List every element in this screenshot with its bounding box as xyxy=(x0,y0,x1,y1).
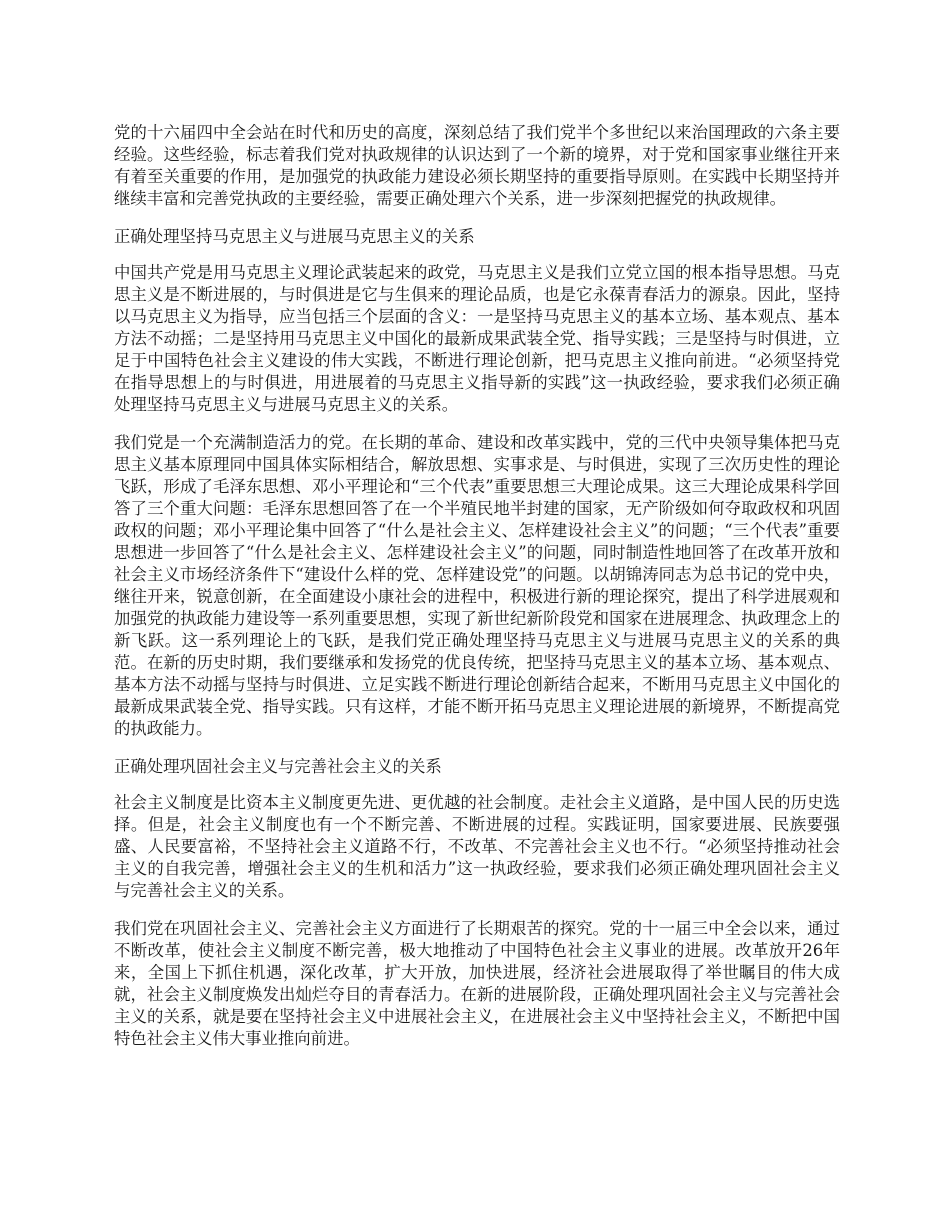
intro-paragraph: 党的十六届四中全会站在时代和历史的高度，深刻总结了我们党半个多世纪以来治国理政的六条主要经验。这些经验，标志着我们党对执政规律的认识达到了一个新的境界，对于党和国家事业继往开来有着至关重要的作用，是加强党的执政能力建设必须长期坚持的重要指导原则。在实践中长期坚持并继续丰富和完善党执政的主要经验，需要正确处理六个关系，进一步深刻把握党的执政规律。 xyxy=(114,123,840,208)
body-paragraph: 我们党在巩固社会主义、完善社会主义方面进行了长期艰苦的探究。党的十一届三中全会以来，通过不断改革，使社会主义制度不断完善，极大地推动了中国特色社会主义事业的进展。改革放开26年来，全国上下抓住机遇，深化改革，扩大开放，加快进展，经济社会进展取得了举世瞩目的伟大成就，社会主义制度焕发出灿烂夺目的青春活力。在新的进展阶段，正确处理巩固社会主义与完善社会主义的关系，就是要在坚持社会主义中进展社会主义，在进展社会主义中坚持社会主义，不断把中国特色社会主义伟大事业推向前进。 xyxy=(114,919,840,1048)
body-paragraph: 中国共产党是用马克思主义理论武装起来的政党，马克思主义是我们立党立国的根本指导思想。马克思主义是不断进展的，与时俱进是它与生俱来的理论品质，也是它永葆青春活力的源泉。因此，坚持以马克思主义为指导，应当包括三个层面的含义：一是坚持马克思主义的基本立场、基本观点、基本方法不动摇；二是坚持用马克思主义中国化的最新成果武装全党、指导实践；三是坚持与时俱进，立足于中国特色社会主义建设的伟大实践，不断进行理论创新，把马克思主义推向前进。“必须坚持党在指导思想上的与时俱进，用进展着的马克思主义指导新的实践”这一执政经验，要求我们必须正确处理坚持马克思主义与进展马克思主义的关系。 xyxy=(114,263,840,414)
body-paragraph: 社会主义制度是比资本主义制度更先进、更优越的社会制度。走社会主义道路，是中国人民的历史选择。但是，社会主义制度也有一个不断完善、不断进展的过程。实践证明，国家要进展、民族要强盛、人民要富裕，不坚持社会主义道路不行，不改革、不完善社会主义也不行。“必须坚持推动社会主义的自我完善，增强社会主义的生机和活力”这一执政经验，要求我们必须正确处理巩固社会主义与完善社会主义的关系。 xyxy=(114,793,840,900)
section-heading-marxism: 正确处理坚持马克思主义与进展马克思主义的关系 xyxy=(114,227,475,246)
document-body xyxy=(114,122,840,1066)
section-heading-socialism: 正确处理巩固社会主义与完善社会主义的关系 xyxy=(114,757,442,776)
body-paragraph: 我们党是一个充满制造活力的党。在长期的革命、建设和改革实践中，党的三代中央领导集体把马克思主义基本原理同中国具体实际相结合，解放思想、实事求是、与时俱进，实现了三次历史性的理论飞跃，形成了毛泽东思想、邓小平理论和“三个代表”重要思想三大理论成果。这三大理论成果科学回答了三个重大问题：毛泽东思想回答了在一个半殖民地半封建的国家，无产阶级如何夺取政权和巩固政权的问题；邓小平理论集中回答了“什么是社会主义、怎样建设社会主义”的问题；“三个代表”重要思想进一步回答了“什么是社会主义、怎样建设社会主义”的问题，同时制造性地回答了在改革开放和社会主义市场经济条件下“建设什么样的党、怎样建设党”的问题。以胡锦涛同志为总书记的党中央，继往开来，锐意创新，在全面建设小康社会的进程中，积极进行新的理论探究，提出了科学进展观和加强党的执政能力建设等一系列重要思想，实现了新世纪新阶段党和国家在进展理念、执政理念上的新飞跃。这一系列理论上的飞跃，是我们党正确处理坚持马克思主义与进展马克思主义的关系的典范。在新的历史时期，我们要继承和发扬党的优良传统，把坚持马克思主义的基本立场、基本观点、基本方法不动摇与坚持与时俱进、立足实践不断进行理论创新结合起来，不断用马克思主义中国化的最新成果武装全党、指导实践。只有这样，才能不断开拓马克思主义理论进展的新境界，不断提高党的执政能力。 xyxy=(114,433,840,738)
